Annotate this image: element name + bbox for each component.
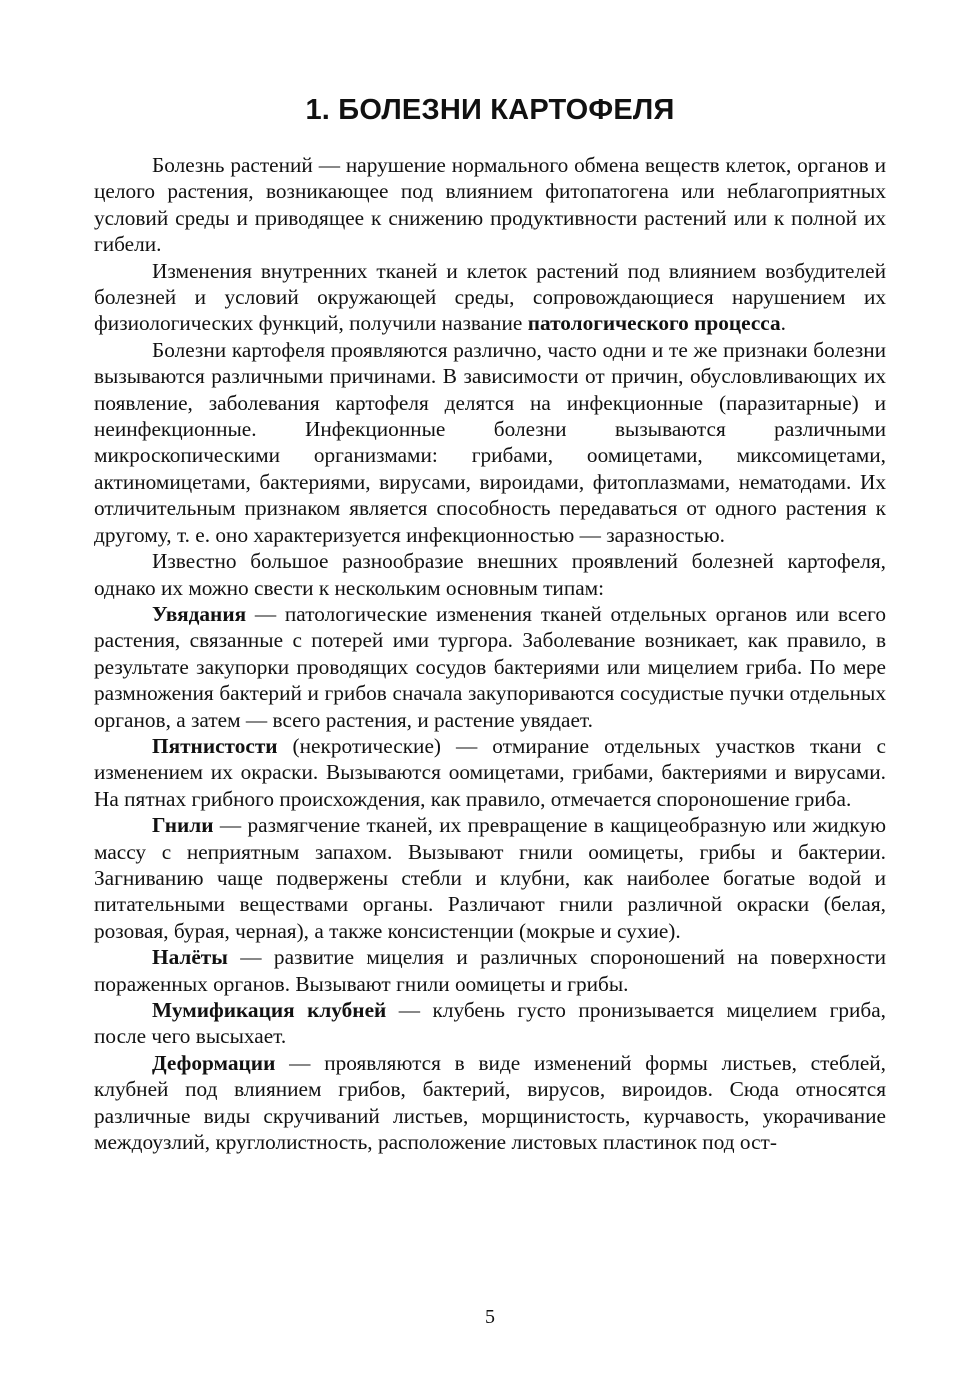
term-wilting: Увядания	[152, 601, 247, 626]
paragraph-definition	[94, 152, 886, 258]
term-deformations: Деформации	[152, 1050, 276, 1075]
term-pathological-process: патологического процесса	[527, 311, 781, 336]
term-rot: Гнили	[152, 813, 214, 838]
definition-coatings: — развитие мицелия и различных спороношений на поверхности пораженных органов. Вызывают гнили оомицеты и грибы.	[94, 945, 886, 996]
definition-wilting: — патологические изменения тканей отдельных органов или всего растения, связанные с потерей ими тургора. Заболевание возникает, как правило, в результате закупорки проводящих сосудов бактериями или мицелием гриба. По мере размножения бактерий и грибов сначала закупориваются сосудистые пучки отдельных органов, а затем — всего растения, и растение увядает.	[94, 601, 886, 732]
paragraph-pathological-process	[94, 258, 886, 337]
page-title: 1. БОЛЕЗНИ КАРТОФЕЛЯ	[305, 94, 675, 126]
paragraph-text: Изменения внутренних тканей и клеток растений под влиянием возбудителей болезней и условий окружающей среды, сопровождающиеся нарушением их физиологических функций, получили название	[94, 258, 886, 336]
paragraph-end: .	[780, 311, 786, 336]
page-content	[94, 90, 886, 1155]
paragraph-definition-text: Болезнь растений — нарушение нормального обмена веществ клеток, органов и целого растения, возникающее под влиянием фитопатогена или неблагоприятных условий среды и приводящее к снижению продуктивности растений или к полной их гибели.	[94, 153, 886, 257]
paragraph-causes	[94, 337, 886, 548]
term-spots: Пятнистости	[152, 733, 278, 758]
paragraph-mummification	[94, 997, 886, 1050]
term-mummification: Мумификация клубней	[152, 998, 387, 1022]
paragraph-coatings	[94, 944, 886, 997]
definition-mummification: — клубень густо пронизывается мицелием гриба, после чего высыхает.	[94, 998, 886, 1049]
definition-spots: (некротические) — отмирание отдельных участков ткани с изменением их окраски. Вызываются оомицетами, грибами, бактериями и вирусами. На пятнах грибного происхождения, как правило, отмечается спороношение гриба.	[94, 733, 886, 811]
paragraph-wilting	[94, 601, 886, 733]
definition-deformations: — проявляются в виде изменений формы листьев, стеблей, клубней под влиянием грибов, бактерий, вирусов, вироидов. Сюда относятся различные виды скручиваний листьев, морщинистость, курчавость, укорачивание междоузлий, круглолистность, расположение листовых пластинок под ост-	[94, 1050, 886, 1155]
definition-rot: — размягчение тканей, их превращение в кащицеобразную или жидкую массу с неприятным запахом. Вызывают гнили оомицеты, грибы и бактерии. Загниванию чаще подвержены стебли и клубни, как наиболее богатые водой и питательными веществами органы. Различают гнили различной окраски (белая, розовая, бурая, черная), а также консистенции (мокрые и сухие).	[94, 813, 886, 943]
paragraph-rot	[94, 812, 886, 944]
paragraph-types-intro-text: Известно большое разнообразие внешних проявлений болезней картофеля, однако их можно свести к нескольким основным типам:	[94, 549, 886, 600]
page-number: 5	[485, 1306, 495, 1328]
term-coatings: Налёты	[152, 945, 228, 970]
paragraph-causes-text: Болезни картофеля проявляются различно, часто одни и те же признаки болезни вызываются различными причинами. В зависимости от причин, обусловливающих их появление, заболевания картофеля делятся на инфекционные (паразитарные) и неинфекционные. Инфекционные болезни вызываются различными микроскопическими организмами: грибами, оомицетами, миксомицетами, актиномицетами, бактериями, вирусами, вироидами, фитоплазмами, нематодами. Их отличительным признаком является способность передаваться от одного растения к другому, т. е. оно характеризуется инфекционностью — заразностью.	[94, 337, 886, 547]
paragraph-spots	[94, 733, 886, 812]
paragraph-deformations	[94, 1050, 886, 1156]
paragraph-types-intro	[94, 548, 886, 601]
